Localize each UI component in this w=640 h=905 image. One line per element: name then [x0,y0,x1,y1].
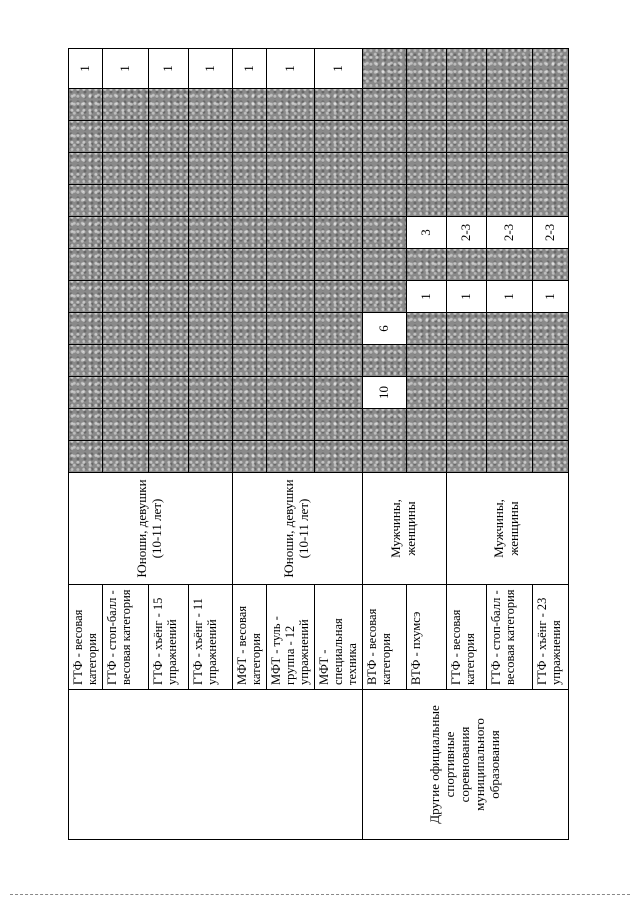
shaded-cell [406,49,446,89]
competition-table [68,48,569,840]
value-cell: 1 [188,49,232,89]
shaded-cell [446,121,486,153]
discipline-cell: ГТФ - стоп-балл - весовая категория [486,585,532,690]
shaded-cell [446,441,486,473]
discipline-cell: ГТФ - стоп-балл - весовая категория [102,585,148,690]
shaded-cell [486,185,532,217]
shaded-cell [266,185,314,217]
age-group-cell: Мужчины, женщины [362,473,446,585]
shaded-cell [266,409,314,441]
shaded-cell [314,281,362,313]
shaded-cell [266,281,314,313]
shaded-cell [406,185,446,217]
shaded-cell [188,89,232,121]
rotated-table-stage [68,63,564,840]
shaded-cell [69,89,103,121]
shaded-cell [232,377,266,409]
shaded-cell [532,377,568,409]
age-group-cell: Юноши, девушки (10-11 лет) [232,473,362,585]
shaded-cell [314,89,362,121]
shaded-cell [362,249,406,281]
shaded-cell [446,377,486,409]
shaded-cell [148,121,188,153]
shaded-cell [362,185,406,217]
shaded-cell [446,153,486,185]
shaded-cell [69,377,103,409]
shaded-cell [232,121,266,153]
value-cell: 2-3 [532,217,568,249]
value-cell: 1 [446,281,486,313]
shaded-cell [148,441,188,473]
shaded-cell [188,377,232,409]
value-cell: 1 [69,49,103,89]
shaded-cell [362,409,406,441]
value-cell: 1 [406,281,446,313]
shaded-cell [232,249,266,281]
shaded-cell [314,217,362,249]
value-cell: 1 [102,49,148,89]
shaded-cell [148,153,188,185]
shaded-cell [188,217,232,249]
shaded-cell [532,409,568,441]
shaded-cell [532,345,568,377]
shaded-cell [362,49,406,89]
shaded-cell [232,313,266,345]
shaded-cell [446,345,486,377]
shaded-cell [406,89,446,121]
shaded-cell [446,185,486,217]
value-cell: 1 [532,281,568,313]
shaded-cell [362,153,406,185]
shaded-cell [69,441,103,473]
shaded-cell [486,249,532,281]
discipline-cell: МФТ - туль - группа - 12 упражнений [266,585,314,690]
shaded-cell [266,441,314,473]
shaded-cell [532,313,568,345]
shaded-cell [486,409,532,441]
shaded-cell [266,249,314,281]
shaded-cell [188,345,232,377]
shaded-cell [69,345,103,377]
shaded-cell [266,217,314,249]
shaded-cell [102,249,148,281]
competition-cell: Другие официальные спортивные соревнования муниципального образования [362,690,568,840]
value-cell: 10 [362,377,406,409]
shaded-cell [486,313,532,345]
discipline-cell: ГТФ - хъёнг - 11 упражнений [188,585,232,690]
shaded-cell [232,89,266,121]
shaded-cell [446,313,486,345]
shaded-cell [314,249,362,281]
value-cell: 1 [232,49,266,89]
shaded-cell [188,249,232,281]
value-cell: 1 [486,281,532,313]
shaded-cell [102,377,148,409]
shaded-cell [486,153,532,185]
shaded-cell [102,185,148,217]
shaded-cell [232,281,266,313]
shaded-cell [532,185,568,217]
shaded-cell [362,441,406,473]
shaded-cell [266,121,314,153]
shaded-cell [486,345,532,377]
discipline-cell: ГТФ - весовая категория [446,585,486,690]
shaded-cell [532,249,568,281]
shaded-cell [486,441,532,473]
shaded-cell [148,185,188,217]
shaded-cell [69,281,103,313]
shaded-cell [486,121,532,153]
shaded-cell [148,409,188,441]
discipline-cell: МФТ - специальная техника [314,585,362,690]
shaded-cell [362,217,406,249]
shaded-cell [314,121,362,153]
shaded-cell [102,153,148,185]
shaded-cell [362,89,406,121]
shaded-cell [406,313,446,345]
shaded-cell [69,409,103,441]
bottom-edge-line [10,894,630,895]
shaded-cell [314,377,362,409]
shaded-cell [69,249,103,281]
shaded-cell [486,89,532,121]
shaded-cell [532,89,568,121]
shaded-cell [232,153,266,185]
value-cell: 3 [406,217,446,249]
shaded-cell [406,345,446,377]
discipline-cell: МФТ - весовая категория [232,585,266,690]
discipline-cell: ГТФ - хъёнг - 23 упражнения [532,585,568,690]
shaded-cell [532,49,568,89]
shaded-cell [148,377,188,409]
shaded-cell [188,121,232,153]
shaded-cell [188,185,232,217]
shaded-cell [362,121,406,153]
value-cell: 1 [314,49,362,89]
value-cell: 2-3 [486,217,532,249]
shaded-cell [532,153,568,185]
shaded-cell [188,153,232,185]
shaded-cell [232,185,266,217]
shaded-cell [406,249,446,281]
shaded-cell [314,345,362,377]
shaded-cell [148,249,188,281]
shaded-cell [69,217,103,249]
shaded-cell [406,409,446,441]
shaded-cell [69,121,103,153]
shaded-cell [232,441,266,473]
table-row [69,49,103,840]
discipline-cell: ГТФ - хъёнг - 15 упражнений [148,585,188,690]
age-group-cell: Мужчины, женщины [446,473,568,585]
shaded-cell [148,89,188,121]
table-row [362,49,406,840]
shaded-cell [148,345,188,377]
value-cell: 2-3 [446,217,486,249]
value-cell: 1 [266,49,314,89]
shaded-cell [314,409,362,441]
shaded-cell [266,377,314,409]
shaded-cell [102,281,148,313]
shaded-cell [446,89,486,121]
discipline-cell: ВТФ - пхумсэ [406,585,446,690]
value-cell: 1 [148,49,188,89]
discipline-cell: ГТФ - весовая категория [69,585,103,690]
shaded-cell [266,345,314,377]
shaded-cell [266,153,314,185]
shaded-cell [532,121,568,153]
shaded-cell [102,217,148,249]
shaded-cell [314,153,362,185]
shaded-cell [532,441,568,473]
shaded-cell [102,121,148,153]
shaded-cell [102,441,148,473]
shaded-cell [486,377,532,409]
shaded-cell [266,313,314,345]
shaded-cell [102,409,148,441]
shaded-cell [148,313,188,345]
shaded-cell [232,217,266,249]
shaded-cell [148,217,188,249]
shaded-cell [406,441,446,473]
shaded-cell [188,441,232,473]
shaded-cell [362,281,406,313]
shaded-cell [102,313,148,345]
shaded-cell [266,89,314,121]
shaded-cell [314,313,362,345]
shaded-cell [232,345,266,377]
shaded-cell [446,409,486,441]
discipline-cell: ВТФ - весовая категория [362,585,406,690]
shaded-cell [314,441,362,473]
shaded-cell [314,185,362,217]
shaded-cell [446,249,486,281]
shaded-cell [188,313,232,345]
shaded-cell [486,49,532,89]
shaded-cell [69,153,103,185]
shaded-cell [362,345,406,377]
age-group-cell: Юноши, девушки (10-11 лет) [69,473,233,585]
shaded-cell [188,281,232,313]
shaded-cell [406,121,446,153]
shaded-cell [69,313,103,345]
shaded-cell [188,409,232,441]
competition-cell-top [69,690,363,840]
shaded-cell [148,281,188,313]
shaded-cell [232,409,266,441]
shaded-cell [406,153,446,185]
shaded-cell [446,49,486,89]
shaded-cell [102,89,148,121]
shaded-cell [406,377,446,409]
shaded-cell [102,345,148,377]
shaded-cell [69,185,103,217]
value-cell: 6 [362,313,406,345]
